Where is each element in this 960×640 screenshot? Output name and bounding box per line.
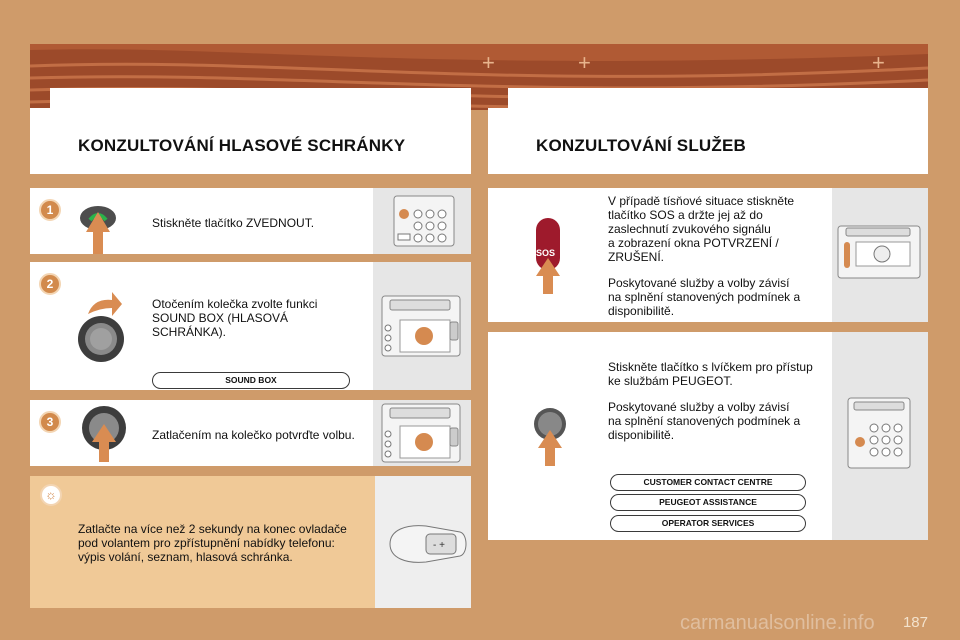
sos-text-line: a zobrazení okna POTVRZENÍ /: [608, 236, 779, 250]
step-2-text-line: SCHRÁNKA).: [152, 325, 227, 339]
radio-unit-icon: [836, 224, 922, 280]
operator-services-option[interactable]: OPERATOR SERVICES: [610, 515, 806, 532]
tip-lightbulb-icon: ☼: [40, 484, 62, 506]
sos-text-line: tlačítko SOS a držte jej až do: [608, 208, 763, 222]
tip-text-line: Zatlačte na více než 2 sekundy na konec ovladače: [78, 522, 347, 536]
step-number-3: 3: [39, 411, 61, 433]
page-number: 187: [902, 614, 928, 631]
voicemail-title: KONZULTOVÁNÍ HLASOVÉ SCHRÁNKY: [78, 136, 406, 155]
sound-box-option[interactable]: SOUND BOX: [152, 372, 350, 389]
sos-note-line: disponibilitě.: [608, 304, 675, 318]
sos-panel: [488, 188, 928, 322]
customer-contact-centre-option[interactable]: CUSTOMER CONTACT CENTRE: [610, 474, 806, 491]
sos-button-label: SOS: [536, 248, 556, 258]
lion-note-line: disponibilitě.: [608, 428, 675, 442]
services-title-box: [488, 108, 928, 174]
step-3-panel: [30, 400, 471, 466]
lion-text-line: ke službám PEUGEOT.: [608, 374, 733, 388]
sos-note-line: na splnění stanovených podmínek a: [608, 290, 801, 304]
steering-stalk-icon: [386, 514, 470, 574]
plus-mark: +: [872, 50, 885, 75]
radio-unit-icon: [392, 194, 456, 248]
svg-text:- +: - +: [433, 540, 445, 551]
radio-unit-icon: [380, 402, 462, 464]
step-2-text-line: SOUND BOX (HLASOVÁ: [152, 311, 289, 325]
peugeot-assistance-option[interactable]: PEUGEOT ASSISTANCE: [610, 494, 806, 511]
lion-note-line: na splnění stanovených podmínek a: [608, 414, 801, 428]
services-title: KONZULTOVÁNÍ SLUŽEB: [536, 136, 746, 155]
lion-text-line: Stiskněte tlačítko s lvíčkem pro přístup: [608, 360, 813, 374]
plus-mark: +: [578, 50, 591, 75]
sos-note-line: Poskytované služby a volby závisí: [608, 276, 790, 290]
peugeot-lion-button-icon: [528, 406, 572, 468]
tip-text-line: výpis volání, seznam, hlasová schránka.: [78, 550, 293, 564]
step-1-panel: [30, 188, 471, 254]
radio-unit-icon: [846, 396, 912, 470]
step-2-text-line: Otočením kolečka zvolte funkci: [152, 297, 318, 311]
voicemail-title-box: [30, 108, 471, 174]
tip-panel: [30, 476, 471, 608]
step-number-1: 1: [39, 199, 61, 221]
pickup-button-icon: [76, 198, 124, 254]
step-2-panel: [30, 262, 471, 390]
peugeot-services-panel: [488, 332, 928, 540]
tip-text-line: pod volantem pro zpřístupnění nabídky telefonu:: [78, 536, 335, 550]
sos-text-line: V případě tísňové situace stiskněte: [608, 194, 795, 208]
step-number-2: 2: [39, 273, 61, 295]
radio-unit-icon: [380, 294, 462, 358]
sos-text-line: zaslechnutí zvukového signálu: [608, 222, 771, 236]
press-wheel-icon: [78, 404, 130, 464]
jog-wheel-icon: [76, 314, 126, 364]
step-1-text: Stiskněte tlačítko ZVEDNOUT.: [152, 216, 315, 230]
sos-text-line: ZRUŠENÍ.: [608, 250, 665, 264]
plus-mark: +: [482, 50, 495, 75]
watermark: carmanualsonline.info: [680, 612, 875, 634]
lion-note-line: Poskytované služby a volby závisí: [608, 400, 790, 414]
step-3-text: Zatlačením na kolečko potvrďte volbu.: [152, 428, 355, 442]
